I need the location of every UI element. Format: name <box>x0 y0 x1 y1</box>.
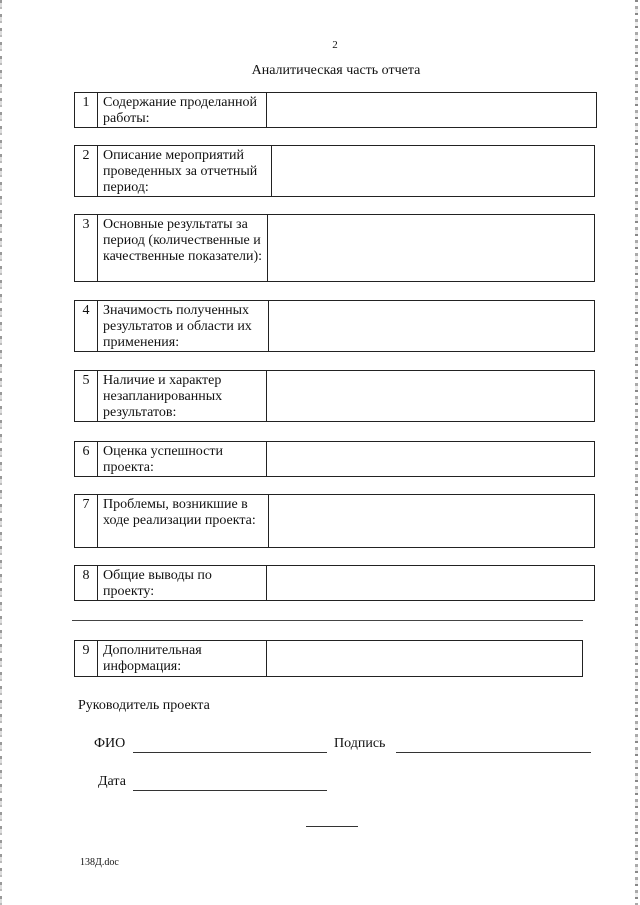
form-row-4 <box>74 300 595 352</box>
form-row-9 <box>74 640 583 677</box>
page-title: Аналитическая часть отчета <box>251 63 421 78</box>
form-row-6 <box>74 441 595 477</box>
fio-field[interactable] <box>133 752 327 753</box>
signature-field[interactable] <box>396 752 591 753</box>
file-name: 138Д.doc <box>80 857 119 868</box>
form-row-5 <box>74 370 595 422</box>
row-label: Наличие и характер незапланированных результатов: <box>98 371 267 421</box>
row-number: 7 <box>75 495 98 547</box>
signature-label: Подпись <box>334 736 386 751</box>
date-field[interactable] <box>133 790 327 791</box>
row-label: Дополнительная информация: <box>98 641 267 676</box>
row-number: 5 <box>75 371 98 421</box>
scan-edge-right <box>635 0 638 905</box>
form-row-3 <box>74 214 595 282</box>
row-number: 4 <box>75 301 98 351</box>
row-label: Содержание проделанной работы: <box>98 93 267 127</box>
form-row-8 <box>74 565 595 601</box>
row-label: Описание мероприятий проведенных за отчетный период: <box>98 146 272 196</box>
answer-field[interactable] <box>267 442 594 476</box>
answer-field[interactable] <box>267 641 582 676</box>
row-number: 9 <box>75 641 98 676</box>
row-number: 3 <box>75 215 98 281</box>
row-label: Значимость полученных результатов и области их применения: <box>98 301 269 351</box>
row-number: 6 <box>75 442 98 476</box>
row-number: 1 <box>75 93 98 127</box>
row-number: 8 <box>75 566 98 600</box>
form-row-2 <box>74 145 595 197</box>
form-row-7 <box>74 494 595 548</box>
project-head-label: Руководитель проекта <box>78 698 210 713</box>
answer-field[interactable] <box>267 93 596 127</box>
answer-field[interactable] <box>267 371 594 421</box>
section-divider <box>72 620 583 621</box>
answer-field[interactable] <box>272 146 594 196</box>
form-row-1 <box>74 92 597 128</box>
answer-field[interactable] <box>269 301 594 351</box>
row-label: Оценка успешности проекта: <box>98 442 267 476</box>
answer-field[interactable] <box>267 566 594 600</box>
page-number: 2 <box>332 39 338 51</box>
scan-edge-left <box>0 0 2 905</box>
date-label: Дата <box>98 774 126 789</box>
answer-field[interactable] <box>269 495 594 547</box>
answer-field[interactable] <box>268 215 594 281</box>
row-label: Основные результаты за период (количественные и качественные показатели): <box>98 215 268 281</box>
end-mark-line <box>306 826 358 827</box>
row-number: 2 <box>75 146 98 196</box>
row-label: Проблемы, возникшие в ходе реализации проекта: <box>98 495 269 547</box>
fio-label: ФИО <box>94 736 126 751</box>
row-label: Общие выводы по проекту: <box>98 566 267 600</box>
